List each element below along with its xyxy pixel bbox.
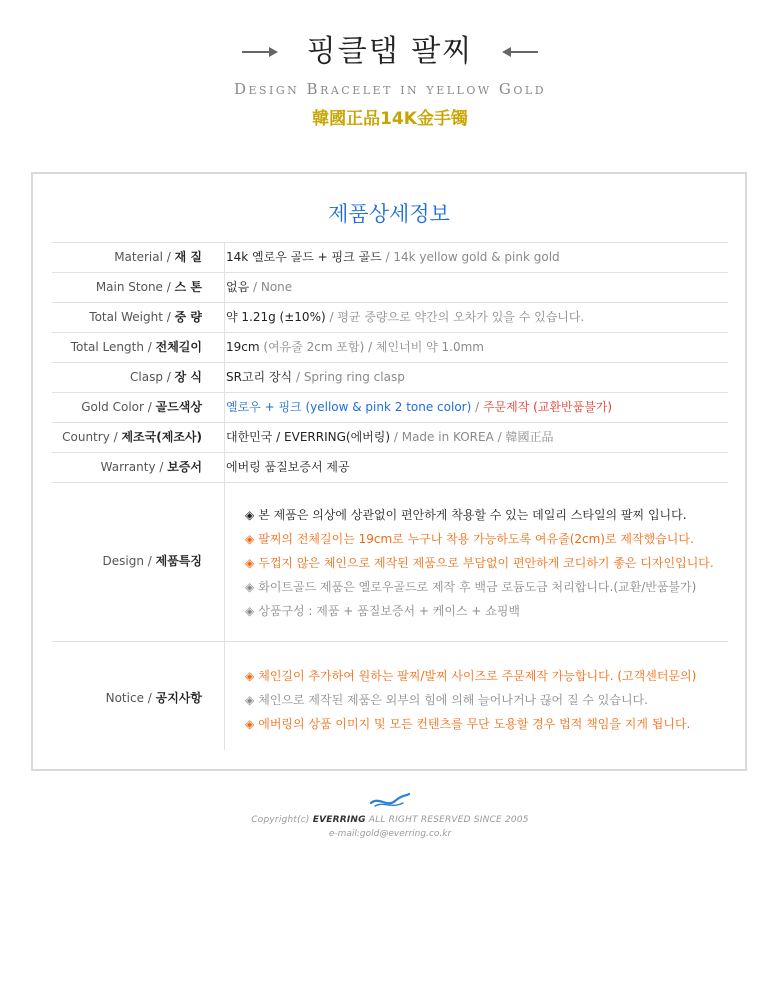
row-label: Material / 재 질 — [114, 250, 202, 264]
diamond-bullet-icon: ◈ — [245, 693, 255, 707]
row-label: Main Stone / 스 톤 — [95, 280, 202, 294]
spec-row-stone — [52, 272, 728, 302]
product-title: 핑클탭 팔찌 — [306, 34, 474, 69]
copyright-text: Copyright(c) EVERRING ALL RIGHT RESERVED SINCE 2005 — [251, 815, 529, 825]
row-value: SR고리 장식 / Spring ring clasp — [226, 370, 405, 384]
row-value: 에버링 품질보증서 제공 — [226, 460, 350, 474]
section-title: 제품상세정보 — [328, 202, 450, 226]
row-value: 약 1.21g (±10%) / 평균 중량으로 약간의 오차가 있을 수 있습니다. — [226, 310, 585, 324]
list-item: ◈ 본 제품은 의상에 상관없이 편안하게 착용할 수 있는 데일리 스타일의 팔찌 입니다. — [245, 508, 687, 522]
contact-email: e-mail:gold@everring.co.kr — [328, 829, 452, 839]
spec-row-material — [52, 242, 728, 272]
list-item: ◈ 상품구성 : 제품 + 품질보증서 + 케이스 + 쇼핑백 — [245, 604, 521, 618]
row-value: 대한민국 / EVERRING(에버링) / Made in KOREA / 韓國正品 — [226, 430, 554, 444]
diamond-bullet-icon: ◈ — [245, 508, 255, 522]
spec-row-warranty — [52, 452, 728, 482]
row-label: Country / 제조국(제조사) — [62, 430, 202, 444]
diamond-bullet-icon: ◈ — [245, 556, 255, 570]
spec-row-gold-color — [52, 392, 728, 422]
row-label: Design / 제품특징 — [102, 554, 202, 568]
everring-logo-icon — [369, 792, 411, 810]
row-value: 없음 / None — [226, 280, 293, 294]
chinese-subtitle: 韓國正品14K金手镯 — [312, 109, 468, 129]
row-label: Total Length / 전체길이 — [70, 340, 202, 354]
spec-row-weight — [52, 302, 728, 332]
arrow-right-icon — [242, 47, 276, 57]
list-item: ◈ 에버링의 상품 이미지 및 모든 컨텐츠를 무단 도용할 경우 법적 책임을 지게 됩니다. — [245, 717, 691, 731]
spec-row-design — [52, 482, 728, 641]
list-item: ◈ 체인으로 제작된 제품은 외부의 힘에 의해 늘어나거나 끊어 질 수 있습니다. — [245, 693, 648, 707]
row-value: 옐로우 + 핑크 (yellow & pink 2 tone color) / 주문제작 (교환반품불가) — [226, 400, 613, 414]
design-feature-list — [245, 503, 714, 623]
list-item: ◈ 체인길이 추가하여 원하는 팔찌/발찌 사이즈로 주문제작 가능합니다. (고객센터문의) — [245, 669, 697, 683]
arrow-left-icon — [504, 47, 538, 57]
list-item: ◈ 두껍지 않은 체인으로 제작된 제품으로 부담없이 편안하게 코디하기 좋은 디자인입니다. — [245, 556, 714, 570]
diamond-bullet-icon: ◈ — [245, 532, 255, 546]
row-label: Clasp / 장 식 — [130, 370, 202, 384]
spec-row-notice — [52, 641, 728, 750]
english-subtitle: Design Bracelet in yellow Gold — [233, 80, 547, 98]
diamond-bullet-icon: ◈ — [245, 669, 255, 683]
list-item: ◈ 화이트골드 제품은 옐로우골드로 제작 후 백금 로듐도금 처리합니다.(교환/반품불가) — [245, 580, 697, 594]
row-label: Warranty / 보증서 — [100, 460, 202, 474]
spec-row-length — [52, 332, 728, 362]
row-value: 19cm (여유줄 2cm 포함) / 체인너비 약 1.0mm — [226, 340, 484, 354]
title-row — [0, 30, 780, 74]
diamond-bullet-icon: ◈ — [245, 717, 255, 731]
row-label: Gold Color / 골드색상 — [81, 400, 202, 414]
diamond-bullet-icon: ◈ — [245, 604, 255, 618]
row-label: Total Weight / 중 량 — [89, 310, 202, 324]
spec-row-country — [52, 422, 728, 452]
spec-table — [52, 242, 728, 750]
spec-row-clasp — [52, 362, 728, 392]
row-value: 14k 옐로우 골드 + 핑크 골드 / 14k yellow gold & pink gold — [226, 250, 560, 264]
list-item: ◈ 팔찌의 전체길이는 19cm로 누구나 착용 가능하도록 여유줄(2cm)로 제작했습니다. — [245, 532, 694, 546]
row-label: Notice / 공지사항 — [105, 691, 202, 705]
notice-list — [245, 664, 696, 736]
diamond-bullet-icon: ◈ — [245, 580, 255, 594]
page-header — [0, 0, 780, 140]
